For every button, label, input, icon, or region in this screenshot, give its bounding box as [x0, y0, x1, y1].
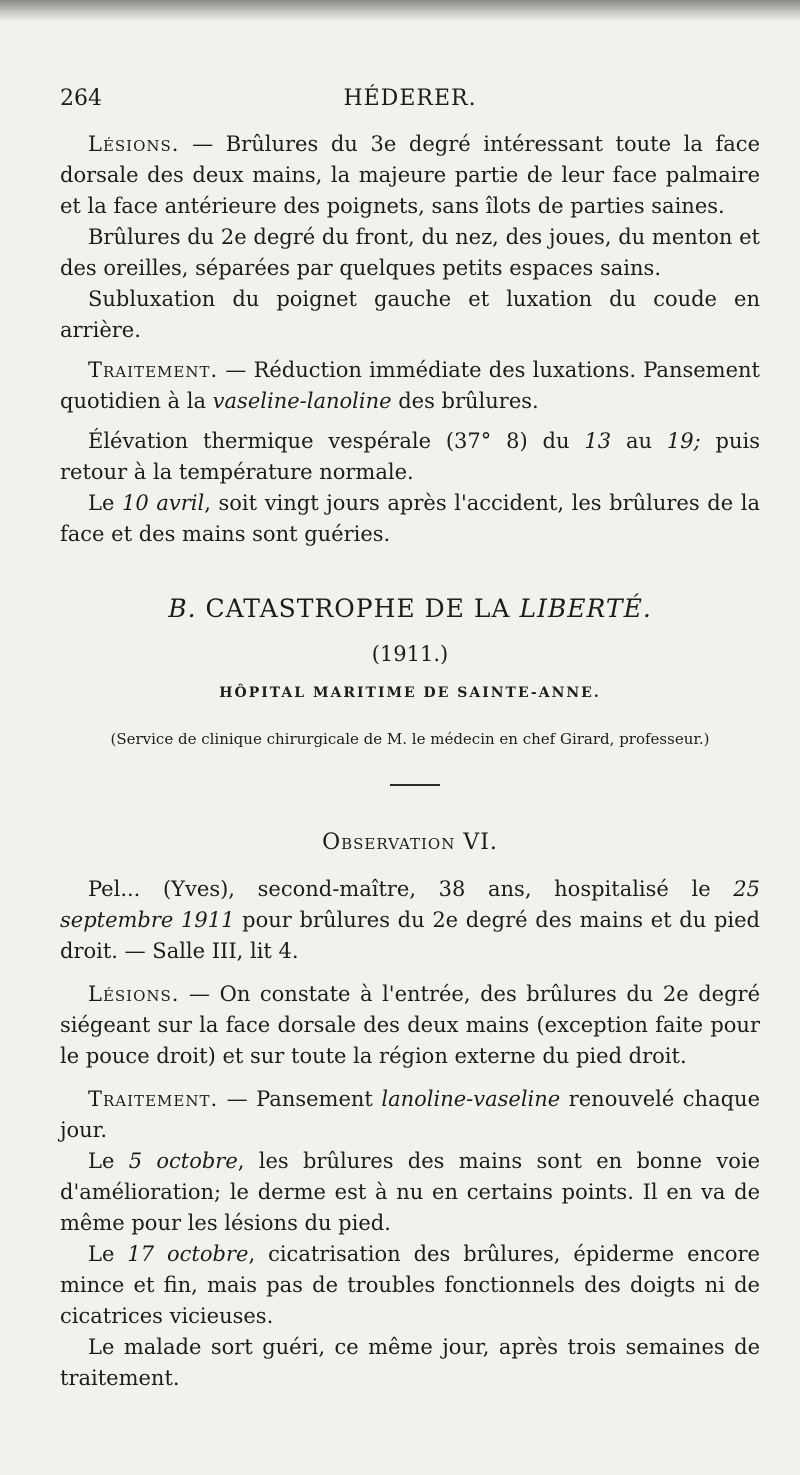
running-title: HÉDERER. [343, 86, 477, 111]
oct5-date: 5 octobre [128, 1149, 238, 1173]
subluxation-paragraph: Subluxation du poignet gauche et luxation du coude en arrière. [60, 287, 760, 342]
discharge-paragraph: Le malade sort guéri, ce même jour, après trois semaines de traitement. [60, 1335, 760, 1390]
healed-paragraph: Le 10 avril, soit vingt jours après l'accident, les brûlures de la face et des mains sont guéries. [60, 491, 760, 546]
obs-treatment-label: Traitement. [88, 1087, 219, 1111]
observation-title: Observation VI. [322, 830, 498, 855]
treatment-paragraph: Traitement. — Réduction immédiate des luxations. Pansement quotidien à la vaseline-lanoline des brûlures. [60, 358, 760, 413]
treatment-term: vaseline-lanoline [212, 389, 392, 413]
obs-treatment-term: lanoline-vaseline [381, 1087, 561, 1111]
first-case-body [60, 129, 760, 550]
section-year: (1911.) [371, 642, 449, 666]
obs-lesions-label: Lésions. [88, 982, 180, 1006]
ship-name: LIBERTÉ. [519, 594, 652, 623]
oct5-paragraph: Le 5 octobre, les brûlures des mains sont en bonne voie d'amélioration; le derme est à nu en certains points. Il en va de même pour les lésions du pied. [60, 1149, 760, 1235]
hospital-name: HÔPITAL MARITIME DE SAINTE-ANNE. [219, 685, 601, 701]
service-note: (Service de clinique chirurgicale de M. le médecin en chef Girard, professeur.) [110, 730, 710, 748]
treatment-label: Traitement. [88, 358, 219, 382]
divider-rule [390, 784, 440, 786]
oct17-date: 17 octobre [127, 1242, 249, 1266]
observation-body [60, 874, 760, 1394]
healed-date: 10 avril [122, 491, 205, 515]
scan-edge [0, 0, 800, 22]
intro-paragraph: Pel... (Yves), second-maître, 38 ans, hospitalisé le 25 septembre 1911 pour brûlures du 2e degré des mains et du pied droit. — Salle III, lit 4. [60, 877, 760, 963]
lesions-paragraph: Lésions. — Brûlures du 3e degré intéressant toute la face dorsale des deux mains, la majeure partie de leur face palmaire et la face antérieure des poignets, sans îlots de parties saines. [60, 132, 760, 218]
admission-date: 25 septembre 1911 [60, 877, 760, 932]
obs-lesions-paragraph: Lésions. — On constate à l'entrée, des brûlures du 2e degré siégeant sur la face dorsale des deux mains (exception faite pour le pouce droit) et sur toute la région externe du pied droit. [60, 982, 760, 1068]
obs-treatment-paragraph: Traitement. — Pansement lanoline-vaseline renouvelé chaque jour. [60, 1087, 760, 1142]
lesions-label: Lésions. [88, 132, 180, 156]
section-title: B. CATASTROPHE DE LA LIBERTÉ. [168, 594, 652, 623]
burns-face-paragraph: Brûlures du 2e degré du front, du nez, des joues, du menton et des oreilles, séparées par quelques petits espaces sains. [60, 225, 760, 280]
page-number: 264 [60, 86, 102, 111]
oct17-paragraph: Le 17 octobre, cicatrisation des brûlures, épiderme encore mince et fin, mais pas de troubles fonctionnels des doigts ni de cicatrices vicieuses. [60, 1242, 760, 1328]
fever-paragraph: Élévation thermique vespérale (37° 8) du 13 au 19; puis retour à la température normale. [60, 429, 760, 484]
page-header [60, 86, 760, 114]
